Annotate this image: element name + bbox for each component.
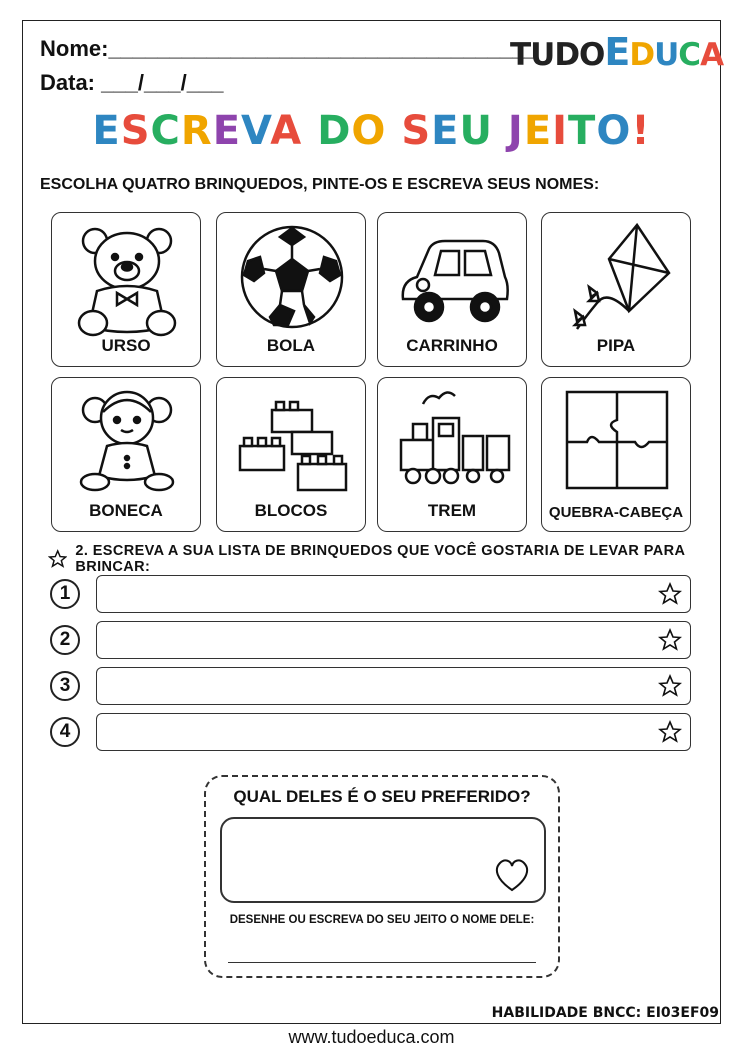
star-icon xyxy=(658,582,682,606)
toy-label: BOLA xyxy=(266,336,316,355)
title-letter: A xyxy=(270,108,303,154)
title-letter: E xyxy=(431,108,460,154)
title-letter: J xyxy=(507,108,524,154)
toy-list-line-4[interactable] xyxy=(96,713,691,751)
train-icon xyxy=(393,384,513,504)
bncc-skill: HABILIDADE BNCC: EI03EF09 xyxy=(491,1005,719,1021)
favorite-section xyxy=(204,775,560,978)
title-letter: V xyxy=(241,108,271,154)
favorite-name-line[interactable] xyxy=(228,962,536,963)
title-letter: E xyxy=(212,108,242,154)
star-icon xyxy=(48,549,67,569)
teddy-bear-icon xyxy=(67,219,187,339)
toy-list-line-1[interactable] xyxy=(96,575,691,613)
toy-card-trem[interactable] xyxy=(377,377,527,532)
logo-part: D xyxy=(629,37,655,73)
footer-url[interactable]: www.tudoeduca.com xyxy=(288,1027,455,1047)
toy-list-line-2[interactable] xyxy=(96,621,691,659)
toy-label: TREM xyxy=(427,501,477,520)
toy-card-urso[interactable] xyxy=(51,212,201,367)
logo-part: E xyxy=(604,30,630,74)
favorite-answer-box[interactable] xyxy=(220,817,546,903)
toy-card-boneca[interactable] xyxy=(51,377,201,532)
star-icon xyxy=(658,720,682,744)
doll-icon xyxy=(67,384,187,504)
title-letter: E xyxy=(92,108,121,154)
list-number: 2 xyxy=(50,625,80,655)
heart-icon xyxy=(492,857,532,893)
title-letter: C xyxy=(150,108,181,154)
toy-label: BONECA xyxy=(89,501,163,520)
title-letter: O xyxy=(596,108,632,154)
star-icon xyxy=(658,674,682,698)
title-letter xyxy=(493,108,508,154)
title-letter: U xyxy=(459,108,493,154)
title-letter: ! xyxy=(631,108,651,154)
toy-label: BLOCOS xyxy=(254,501,328,520)
logo-part: C xyxy=(678,37,701,73)
favorite-title: QUAL DELES É O SEU PREFERIDO? xyxy=(233,787,531,806)
blocks-icon xyxy=(232,384,352,504)
page-title xyxy=(0,108,743,154)
question-2-text: 2. ESCREVA A SUA LISTA DE BRINQUEDOS QUE VOCÊ GOSTARIA DE LEVAR PARA BRINCAR: xyxy=(75,543,685,575)
favorite-subtitle: DESENHE OU ESCREVA DO SEU JEITO O NOME DELE: xyxy=(229,914,535,926)
title-letter: R xyxy=(180,108,213,154)
logo xyxy=(510,30,723,74)
title-letter: T xyxy=(568,108,597,154)
toy-card-bola[interactable] xyxy=(216,212,366,367)
title-letter xyxy=(302,108,317,154)
question-2 xyxy=(48,543,743,575)
toy-label: PIPA xyxy=(596,336,636,355)
toy-card-pipa[interactable] xyxy=(541,212,691,367)
toy-list-line-3[interactable] xyxy=(96,667,691,705)
name-field[interactable]: Nome:___________________________________ xyxy=(40,36,537,61)
list-number: 3 xyxy=(50,671,80,701)
logo-part: U xyxy=(654,37,679,73)
toy-label: CARRINHO xyxy=(406,336,498,355)
title-letter: O xyxy=(351,108,387,154)
title-letter: S xyxy=(401,108,432,154)
title-letter: S xyxy=(120,108,151,154)
star-icon xyxy=(658,628,682,652)
kite-icon xyxy=(557,219,677,339)
title-letter: D xyxy=(317,108,352,154)
list-number: 1 xyxy=(50,579,80,609)
date-field[interactable]: Data: ___/___/___ xyxy=(40,70,224,95)
toy-card-carrinho[interactable] xyxy=(377,212,527,367)
toy-label: QUEBRA-CABEÇA xyxy=(548,504,684,521)
puzzle-icon xyxy=(557,384,677,504)
title-letter xyxy=(386,108,401,154)
toy-label: URSO xyxy=(101,336,151,355)
list-number: 4 xyxy=(50,717,80,747)
toy-card-blocos[interactable] xyxy=(216,377,366,532)
title-letter: E xyxy=(523,108,553,154)
toy-car-icon xyxy=(393,219,513,339)
instruction-text: ESCOLHA QUATRO BRINQUEDOS, PINTE-OS E ESCREVA SEUS NOMES: xyxy=(40,176,600,193)
toy-card-quebra-cabeca[interactable] xyxy=(541,377,691,532)
title-letter: I xyxy=(552,108,569,154)
logo-part: A xyxy=(700,37,724,73)
soccer-ball-icon xyxy=(232,219,352,339)
logo-part: TUDO xyxy=(510,37,605,73)
